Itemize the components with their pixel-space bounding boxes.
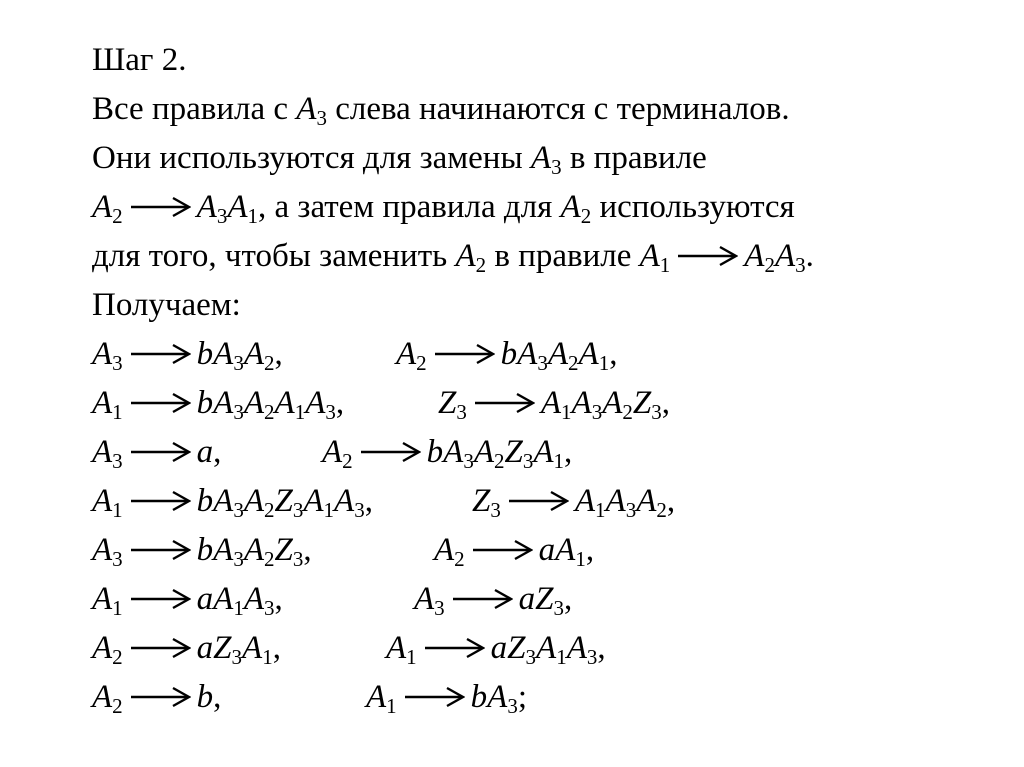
math-symbol: A — [605, 483, 626, 519]
math-symbol: A — [92, 630, 113, 666]
rules-list — [92, 330, 992, 722]
right-arrow-icon — [475, 391, 535, 415]
subscript: 1 — [262, 645, 273, 669]
text-segment: Все правила с — [92, 91, 297, 127]
math-symbol: b — [196, 483, 214, 519]
subscript: 1 — [112, 400, 123, 424]
production-rule — [434, 526, 594, 575]
subscript: 3 — [490, 498, 501, 522]
rule-row — [92, 330, 992, 379]
math-symbol: A — [396, 336, 417, 372]
math-symbol: Z — [274, 532, 293, 568]
math-symbol: a — [538, 532, 556, 568]
production-rule — [92, 575, 283, 624]
math-symbol: A — [213, 385, 234, 421]
math-symbol: A — [92, 483, 113, 519]
subscript: 3 — [231, 645, 243, 669]
subscript: 2 — [342, 449, 353, 473]
rule-row — [92, 477, 992, 526]
text-segment: , — [585, 532, 595, 568]
subscript: 3 — [434, 596, 445, 620]
subscript: 3 — [463, 449, 474, 473]
text-segment: , — [661, 385, 670, 421]
subscript: 3 — [537, 351, 548, 375]
subscript: 3 — [325, 400, 336, 424]
subscript: 2 — [656, 498, 667, 522]
math-symbol: a — [196, 434, 214, 470]
subscript: 1 — [553, 449, 565, 473]
math-symbol: A — [305, 385, 326, 421]
rule-row — [92, 624, 992, 673]
subscript: 3 — [112, 449, 123, 473]
production-rule — [92, 379, 344, 428]
intro-line — [92, 281, 992, 330]
subscript: 3 — [112, 351, 123, 375]
subscript: 3 — [525, 645, 537, 669]
text-segment: , — [335, 385, 345, 421]
math-symbol: A — [274, 385, 295, 421]
subscript: 2 — [494, 449, 505, 473]
subscript: 1 — [575, 547, 586, 571]
math-symbol: A — [92, 189, 113, 225]
rule-row — [92, 575, 992, 624]
production-rule — [92, 477, 373, 526]
subscript: 3 — [354, 498, 365, 522]
subscript: 2 — [622, 400, 633, 424]
math-symbol: a — [518, 581, 536, 617]
math-symbol: A — [366, 679, 387, 715]
subscript: 3 — [264, 596, 275, 620]
text-segment: Получаем: — [92, 287, 241, 323]
subscript: 2 — [112, 694, 123, 718]
math-symbol: b — [196, 385, 214, 421]
intro-line — [92, 85, 992, 134]
math-symbol: A — [196, 189, 217, 225]
math-symbol: A — [578, 336, 599, 372]
subscript: 3 — [316, 106, 327, 130]
math-symbol: A — [243, 532, 265, 568]
intro-line — [92, 36, 992, 85]
math-symbol: A — [744, 238, 765, 274]
math-symbol: A — [536, 630, 557, 666]
subscript: 1 — [112, 498, 123, 522]
math-symbol: A — [242, 630, 263, 666]
subscript: 3 — [233, 400, 244, 424]
production-rule — [92, 673, 221, 722]
right-arrow-icon — [678, 244, 738, 268]
subscript: 1 — [247, 204, 259, 228]
text-segment: . — [805, 238, 814, 274]
subscript: 1 — [294, 400, 306, 424]
math-symbol: A — [473, 434, 495, 470]
subscript: 3 — [507, 694, 518, 718]
right-arrow-icon — [131, 440, 191, 464]
right-arrow-icon — [131, 489, 191, 513]
subscript: 3 — [233, 351, 244, 375]
math-symbol: A — [530, 140, 552, 176]
math-symbol: a — [196, 581, 214, 617]
text-segment: , — [213, 434, 222, 470]
math-symbol: A — [243, 483, 265, 519]
text-segment: , — [274, 336, 283, 372]
math-symbol: b — [470, 679, 488, 715]
text-segment: , — [564, 581, 573, 617]
subscript: 2 — [264, 498, 275, 522]
math-symbol: A — [92, 532, 113, 568]
math-symbol: A — [334, 483, 355, 519]
subscript: 1 — [233, 596, 244, 620]
math-symbol: A — [213, 483, 234, 519]
math-symbol: A — [533, 434, 554, 470]
intro-line — [92, 183, 992, 232]
right-arrow-icon — [435, 342, 495, 366]
math-symbol: A — [443, 434, 464, 470]
subscript: 3 — [586, 645, 598, 669]
math-symbol: A — [296, 91, 317, 127]
math-symbol: A — [243, 385, 265, 421]
text-segment: , а затем правила для — [258, 189, 561, 225]
production-rule — [366, 673, 527, 722]
rule-row — [92, 428, 992, 477]
text-segment: в правиле — [561, 140, 707, 176]
math-symbol: b — [500, 336, 518, 372]
text-segment: , — [272, 630, 281, 666]
math-symbol: A — [636, 483, 657, 519]
subscript: 2 — [454, 547, 465, 571]
math-symbol: A — [517, 336, 538, 372]
text-segment: , — [364, 483, 373, 519]
text-segment: в правиле — [486, 238, 640, 274]
math-symbol: A — [602, 385, 623, 421]
math-symbol: A — [487, 679, 508, 715]
production-rule — [414, 575, 572, 624]
math-symbol: A — [547, 336, 569, 372]
right-arrow-icon — [131, 195, 191, 219]
text-segment: , — [609, 336, 618, 372]
math-symbol: A — [560, 189, 581, 225]
slide-content — [92, 36, 992, 722]
math-symbol: b — [196, 336, 214, 372]
right-arrow-icon — [425, 636, 485, 660]
subscript: 2 — [264, 400, 275, 424]
subscript: 1 — [112, 596, 123, 620]
subscript: 3 — [292, 547, 304, 571]
right-arrow-icon — [131, 538, 191, 562]
subscript: 1 — [561, 400, 572, 424]
subscript: 2 — [112, 645, 123, 669]
text-segment: для того, чтобы заменить — [92, 238, 456, 274]
right-arrow-icon — [473, 538, 533, 562]
right-arrow-icon — [361, 440, 421, 464]
math-symbol: A — [92, 385, 113, 421]
subscript: 3 — [456, 400, 467, 424]
production-rule — [438, 379, 670, 428]
math-symbol: A — [213, 532, 234, 568]
production-rule — [322, 428, 572, 477]
subscript: 3 — [795, 253, 806, 277]
math-symbol: A — [639, 238, 660, 274]
subscript: 1 — [386, 694, 397, 718]
text-segment: Они используются для замены — [92, 140, 531, 176]
rule-row — [92, 526, 992, 575]
subscript: 2 — [764, 253, 775, 277]
subscript: 2 — [475, 253, 487, 277]
production-rule — [396, 330, 617, 379]
math-symbol: Z — [535, 581, 554, 617]
subscript: 1 — [595, 498, 606, 522]
math-symbol: A — [386, 630, 407, 666]
math-symbol: A — [566, 630, 587, 666]
math-symbol: A — [227, 189, 248, 225]
subscript: 1 — [406, 645, 417, 669]
subscript: 2 — [416, 351, 427, 375]
math-symbol: A — [213, 336, 234, 372]
production-rule — [92, 428, 221, 477]
right-arrow-icon — [405, 685, 465, 709]
subscript: 2 — [580, 204, 592, 228]
math-symbol: A — [555, 532, 576, 568]
subscript: 3 — [112, 547, 123, 571]
rule-row — [92, 379, 992, 428]
math-symbol: A — [434, 532, 455, 568]
math-symbol: A — [92, 336, 113, 372]
text-segment: слева начинаются с терминалов. — [326, 91, 790, 127]
right-arrow-icon — [131, 685, 191, 709]
math-symbol: A — [303, 483, 324, 519]
math-symbol: A — [540, 385, 562, 421]
math-symbol: A — [455, 238, 476, 274]
math-symbol: A — [92, 679, 113, 715]
right-arrow-icon — [131, 391, 191, 415]
production-rule — [92, 330, 283, 379]
math-symbol: A — [243, 581, 265, 617]
subscript: 3 — [233, 547, 244, 571]
math-symbol: A — [322, 434, 343, 470]
math-symbol: A — [213, 581, 234, 617]
subscript: 3 — [591, 400, 603, 424]
subscript: 2 — [264, 351, 275, 375]
text-segment: , — [303, 532, 312, 568]
subscript: 2 — [264, 547, 275, 571]
subscript: 1 — [659, 253, 671, 277]
subscript: 2 — [112, 204, 123, 228]
subscript: 1 — [598, 351, 610, 375]
math-symbol: Z — [213, 630, 232, 666]
text-segment: ; — [517, 679, 528, 715]
subscript: 3 — [553, 596, 565, 620]
math-symbol: A — [92, 581, 113, 617]
intro-line — [92, 232, 992, 281]
text-segment: , — [564, 434, 573, 470]
text-segment: , — [213, 679, 222, 715]
math-symbol: a — [196, 630, 214, 666]
math-symbol: A — [414, 581, 435, 617]
right-arrow-icon — [509, 489, 569, 513]
subscript: 2 — [568, 351, 579, 375]
math-symbol: A — [774, 238, 796, 274]
subscript: 3 — [292, 498, 304, 522]
math-symbol: b — [426, 434, 444, 470]
math-symbol: A — [574, 483, 596, 519]
math-symbol: Z — [504, 434, 523, 470]
text-segment: Шаг 2. — [92, 42, 187, 78]
production-rule — [472, 477, 675, 526]
right-arrow-icon — [453, 587, 513, 611]
subscript: 3 — [522, 449, 534, 473]
production-rule — [386, 624, 606, 673]
right-arrow-icon — [131, 587, 191, 611]
math-symbol: A — [243, 336, 265, 372]
text-segment: используются — [591, 189, 795, 225]
math-symbol: A — [571, 385, 592, 421]
subscript: 3 — [651, 400, 662, 424]
right-arrow-icon — [131, 636, 191, 660]
math-symbol: a — [490, 630, 508, 666]
subscript: 3 — [233, 498, 244, 522]
text-segment: , — [274, 581, 283, 617]
math-symbol: A — [92, 434, 113, 470]
math-symbol: Z — [274, 483, 293, 519]
subscript: 3 — [551, 155, 562, 179]
intro-text — [92, 36, 992, 330]
right-arrow-icon — [131, 342, 191, 366]
rule-row — [92, 673, 992, 722]
text-segment: , — [597, 630, 606, 666]
subscript: 3 — [216, 204, 228, 228]
intro-line — [92, 134, 992, 183]
subscript: 1 — [323, 498, 335, 522]
math-symbol: Z — [472, 483, 491, 519]
text-segment: , — [666, 483, 676, 519]
subscript: 3 — [625, 498, 637, 522]
math-symbol: Z — [507, 630, 526, 666]
math-symbol: Z — [632, 385, 652, 421]
production-rule — [92, 624, 281, 673]
math-symbol: b — [196, 679, 214, 715]
subscript: 1 — [556, 645, 567, 669]
math-symbol: b — [196, 532, 214, 568]
math-symbol: Z — [438, 385, 457, 421]
production-rule — [92, 526, 312, 575]
